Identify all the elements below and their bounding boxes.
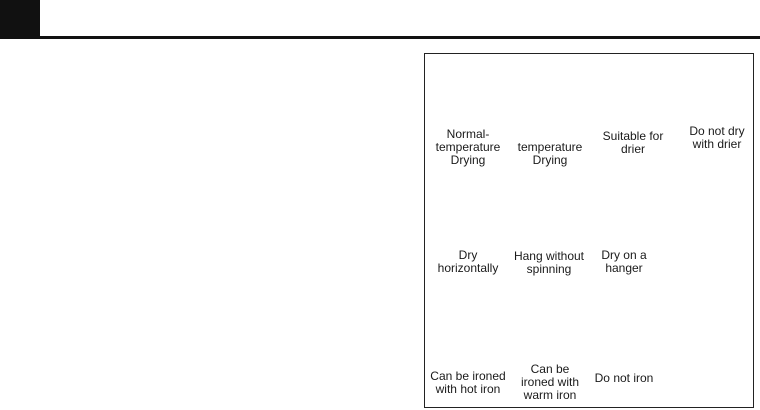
care-symbol-table bbox=[424, 53, 754, 408]
label-normal-temperature-drying: Normal- temperature Drying bbox=[435, 127, 501, 167]
label-hang-without-spinning: Hang without spinning bbox=[513, 249, 585, 276]
label-dry-horizontally: Dry horizontally bbox=[437, 248, 499, 275]
label-dry-on-a-hanger: Dry on a hanger bbox=[601, 248, 647, 275]
label-temperature-drying: temperature Drying bbox=[517, 140, 583, 167]
section-header-block bbox=[0, 0, 40, 39]
label-do-not-dry-with-drier: Do not dry with drier bbox=[689, 124, 745, 151]
header-rule bbox=[0, 36, 760, 39]
label-suitable-for-drier: Suitable for drier bbox=[602, 129, 664, 156]
label-ironed-with-warm-iron: Can be ironed with warm iron bbox=[520, 362, 580, 402]
label-ironed-with-hot-iron: Can be ironed with hot iron bbox=[430, 369, 506, 396]
label-do-not-iron: Do not iron bbox=[594, 371, 654, 385]
